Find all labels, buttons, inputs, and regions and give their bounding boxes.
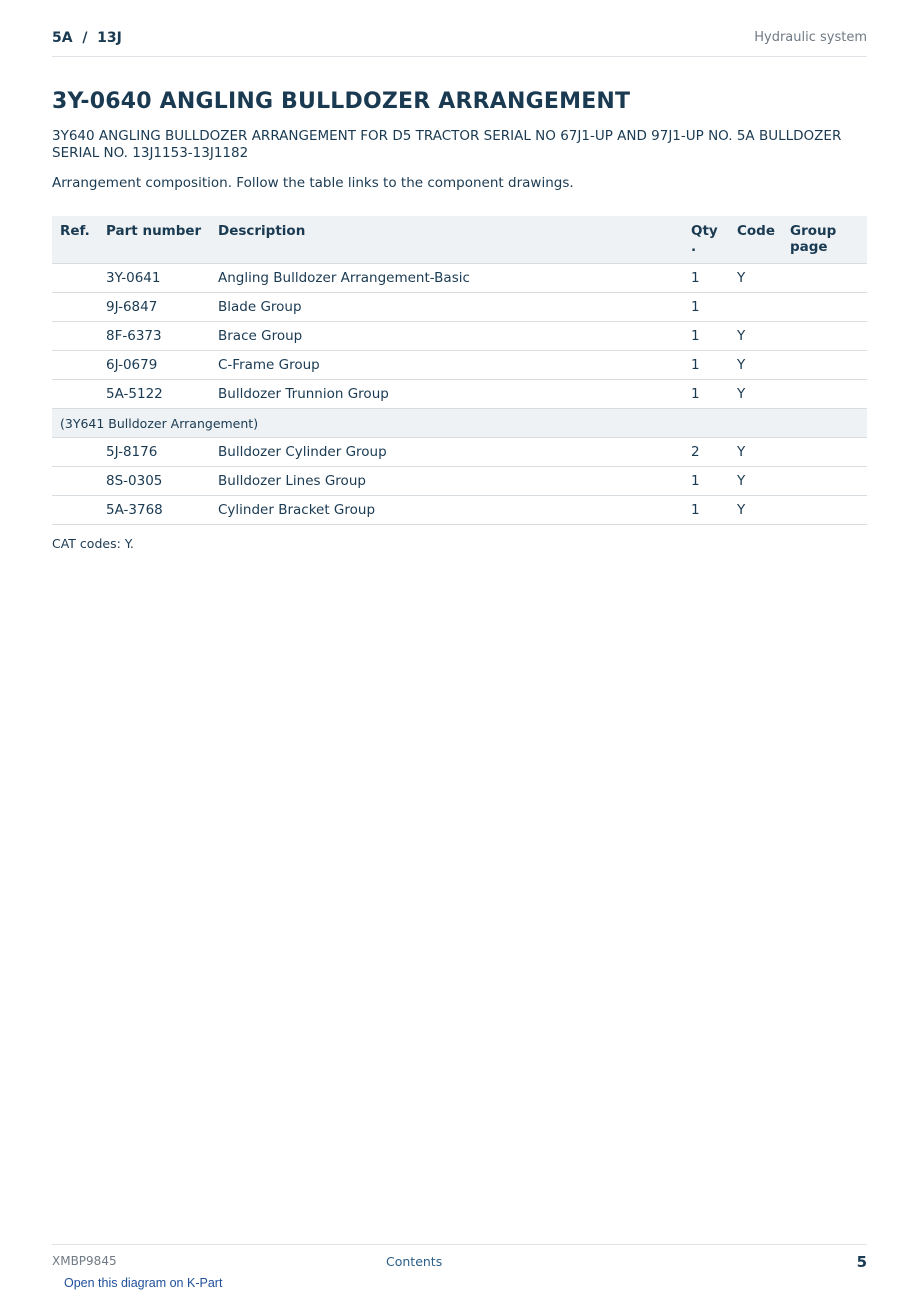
part-number-cell[interactable]: 8F-6373 (106, 322, 218, 351)
table-header-row (52, 216, 867, 264)
page-footer (52, 1244, 867, 1275)
col-header-code: Code (737, 216, 790, 264)
table-row[interactable] (52, 496, 867, 525)
code-cell: Y (737, 380, 790, 409)
qty-cell: 1 (691, 293, 737, 322)
qty-cell: 1 (691, 351, 737, 380)
code-cell: Y (737, 351, 790, 380)
col-header-description: Description (218, 216, 691, 264)
page-number: 5 (856, 1253, 867, 1271)
table-row[interactable] (52, 438, 867, 467)
part-number-cell[interactable]: 5A-3768 (106, 496, 218, 525)
description-cell[interactable]: Angling Bulldozer Arrangement-Basic (218, 264, 691, 293)
ref-cell (52, 438, 106, 467)
code-cell (737, 293, 790, 322)
description-cell[interactable]: Bulldozer Cylinder Group (218, 438, 691, 467)
part-number-cell[interactable]: 3Y-0641 (106, 264, 218, 293)
table-row[interactable] (52, 380, 867, 409)
group-page-cell (790, 496, 867, 525)
description-cell[interactable]: Bulldozer Lines Group (218, 467, 691, 496)
ref-cell (52, 380, 106, 409)
breadcrumb: 5A / 13J (52, 30, 122, 46)
table-row[interactable] (52, 264, 867, 293)
description-cell[interactable]: Cylinder Bracket Group (218, 496, 691, 525)
ref-cell (52, 322, 106, 351)
arrangement-subtitle: 3Y640 ANGLING BULLDOZER ARRANGEMENT FOR D5 TRACTOR SERIAL NO 67J1-UP AND 97J1-UP NO. 5A BULLDOZER SERIAL NO. 13J1153-13J1182 (52, 128, 842, 161)
group-page-cell (790, 380, 867, 409)
description-cell[interactable]: C-Frame Group (218, 351, 691, 380)
group-page-cell (790, 438, 867, 467)
description-cell[interactable]: Brace Group (218, 322, 691, 351)
part-number-cell[interactable]: 5A-5122 (106, 380, 218, 409)
group-label: (3Y641 Bulldozer Arrangement) (52, 409, 867, 438)
table-row[interactable] (52, 467, 867, 496)
ref-cell (52, 264, 106, 293)
qty-cell: 1 (691, 496, 737, 525)
col-header-qty: Qty . (691, 216, 737, 264)
group-page-cell (790, 351, 867, 380)
qty-cell: 1 (691, 380, 737, 409)
code-cell: Y (737, 264, 790, 293)
document-code: XMBP9845 (52, 1254, 117, 1268)
description-cell[interactable]: Blade Group (218, 293, 691, 322)
code-cell: Y (737, 496, 790, 525)
ref-cell (52, 351, 106, 380)
section-name: Hydraulic system (754, 30, 867, 45)
group-page-cell (790, 264, 867, 293)
group-page-cell (790, 293, 867, 322)
part-number-cell[interactable]: 8S-0305 (106, 467, 218, 496)
code-cell: Y (737, 438, 790, 467)
code-cell: Y (737, 467, 790, 496)
part-number-cell[interactable]: 9J-6847 (106, 293, 218, 322)
table-row[interactable] (52, 322, 867, 351)
cat-codes-note: CAT codes: Y. (52, 536, 134, 551)
qty-cell: 1 (691, 264, 737, 293)
contents-link[interactable]: Contents (386, 1254, 443, 1269)
open-kpart-link[interactable]: Open this diagram on K-Part (64, 1276, 223, 1290)
ref-cell (52, 467, 106, 496)
part-number-cell[interactable]: 6J-0679 (106, 351, 218, 380)
col-header-group-page: Group page (790, 216, 867, 264)
table-group-row (52, 409, 867, 438)
qty-cell: 1 (691, 322, 737, 351)
ref-cell (52, 293, 106, 322)
group-page-cell (790, 467, 867, 496)
table-row[interactable] (52, 351, 867, 380)
part-number-cell[interactable]: 5J-8176 (106, 438, 218, 467)
col-header-part-number: Part number (106, 216, 218, 264)
description-cell[interactable]: Bulldozer Trunnion Group (218, 380, 691, 409)
table-row[interactable] (52, 293, 867, 322)
code-cell: Y (737, 322, 790, 351)
intro-text: Arrangement composition. Follow the table links to the component drawings. (52, 175, 574, 191)
qty-cell: 1 (691, 467, 737, 496)
col-header-ref: Ref. (52, 216, 106, 264)
group-page-cell (790, 322, 867, 351)
page-title: 3Y-0640 ANGLING BULLDOZER ARRANGEMENT (52, 89, 631, 114)
qty-cell: 2 (691, 438, 737, 467)
parts-table (52, 216, 867, 525)
page-header (52, 28, 867, 57)
ref-cell (52, 496, 106, 525)
